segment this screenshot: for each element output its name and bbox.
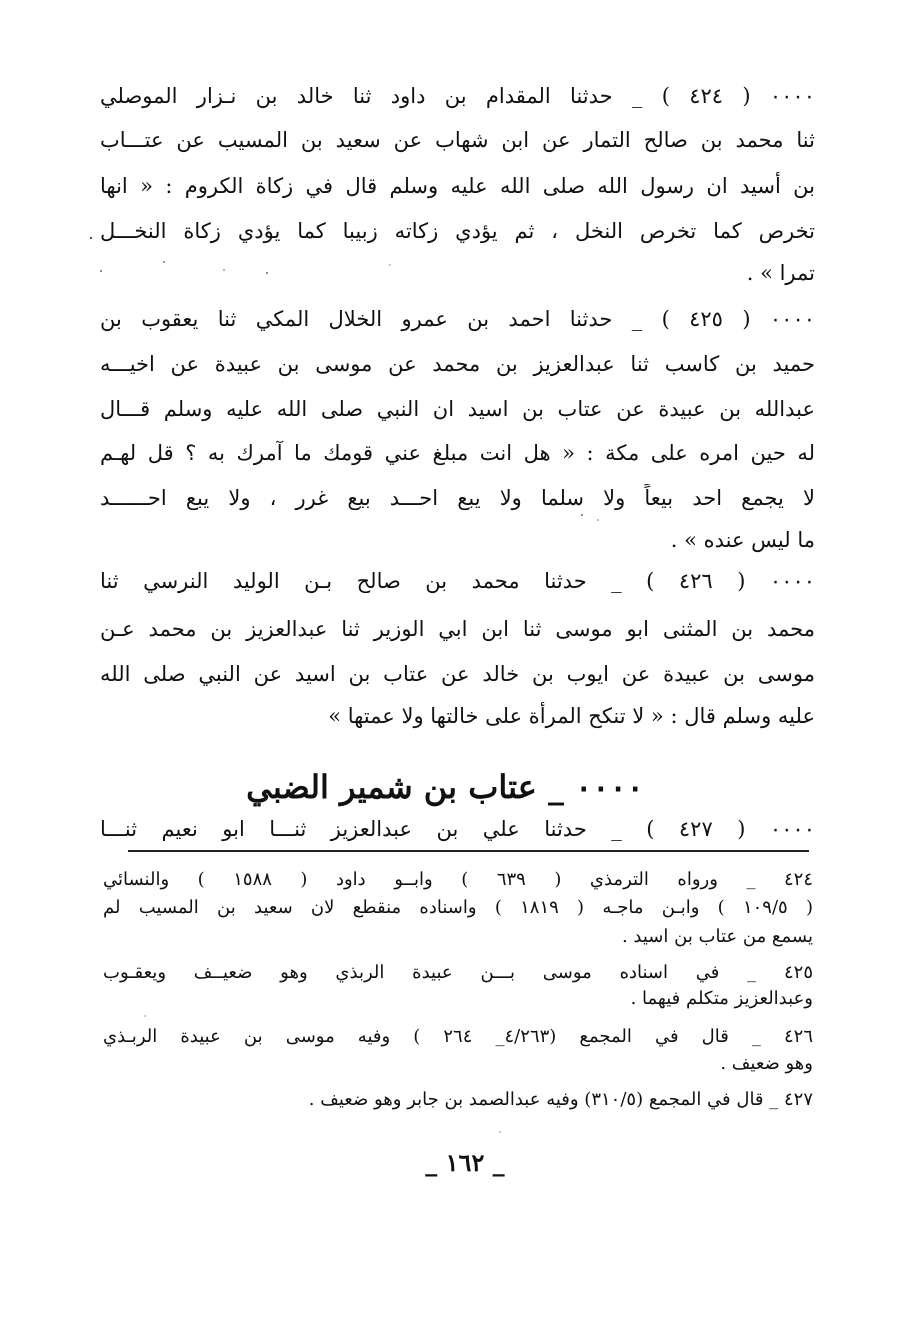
hadith-424-line-5: تمرا » . xyxy=(746,261,815,285)
page-number: _ ١٦٢ _ xyxy=(425,1148,505,1177)
footnote-424-line-1: ٤٢٤ _ ورواه الترمذي ( ٦٣٩ ) وابــو داود ( ١٥٨٨ ) والنسائي xyxy=(103,869,813,890)
hadith-426-line-2: محمد بن المثنى ابو موسى ثنا ابن ابي الوزير ثنا عبدالعزيز بن محمد عـن xyxy=(100,617,815,641)
hadith-424-line-2: ثنا محمد بن صالح التمار عن ابن شهاب عن سعيد بن المسيب عن عتـــاب xyxy=(100,128,815,152)
hadith-425-line-6: ما ليس عنده » . xyxy=(670,528,815,552)
hadith-427-line-1: ٠٠٠٠ ( ٤٢٧ ) _ حدثنا علي بن عبدالعزيز ثنـــا ابو نعيم ثنـــا xyxy=(100,817,815,841)
footnote-424-line-3: يسمع من عتاب بن اسيد . xyxy=(621,926,813,947)
hadith-426-line-3: موسى بن عبيدة عن ايوب بن خالد عن عتاب بن اسيد عن النبي صلى الله xyxy=(100,662,815,686)
hadith-424-line-1: ٠٠٠٠ ( ٤٢٤ ) _ حدثنا المقدام بن داود ثنا خالد بن نـزار الموصلي xyxy=(100,84,815,108)
hadith-425-line-3: عبدالله بن عبيدة عن عتاب بن اسيد ان النبي صلى الله عليه وسلم قـــال xyxy=(100,397,815,421)
hadith-426-line-1: ٠٠٠٠ ( ٤٢٦ ) _ حدثنا محمد بن صالح بـن الوليد النرسي ثنا xyxy=(100,569,815,593)
hadith-424-line-3: بن أسيد ان رسول الله صلى الله عليه وسلم قال في زكاة الكروم : « انها xyxy=(100,174,815,198)
footnote-424-line-2: ( ١٠٩/٥ ) وابـن ماجـه ( ١٨١٩ ) واسناده منقطع لان سعيد بن المسيب لم xyxy=(103,897,813,918)
footnote-separator-rule xyxy=(128,850,809,852)
hadith-425-line-2: حميد بن كاسب ثنا عبدالعزيز بن محمد عن موسى بن عبيدة عن اخيـــه xyxy=(100,352,815,376)
hadith-424-line-4: تخرص كما تخرص النخل ، ثم يؤدي زكاته زبيبا كما يؤدي زكاة النخـــل xyxy=(100,219,815,243)
hadith-425-line-1: ٠٠٠٠ ( ٤٢٥ ) _ حدثنا احمد بن عمرو الخلال المكي ثنا يعقوب بن xyxy=(100,307,815,331)
footnote-425-line-2: وعبدالعزيز متكلم فيهما . xyxy=(630,988,813,1009)
hadith-426-line-4: عليه وسلم قال : « لا تنكح المرأة على خالتها ولا عمتها » xyxy=(328,704,815,728)
hadith-425-line-4: له حين امره على مكة : « هل انت مبلغ عني قومك ما آمرك به ؟ قل لهـم xyxy=(100,441,815,465)
footnote-426-line-1: ٤٢٦ _ قال في المجمع (٤/٢٦٣_ ٢٦٤ ) وفيه موسى بن عبيدة الربـذي xyxy=(103,1026,813,1047)
footnote-425-line-1: ٤٢٥ _ في اسناده موسى بـــن عبيدة الربذي وهو ضعيــف ويعقـوب xyxy=(103,962,813,983)
footnote-427-line-1: ٤٢٧ _ قال في المجمع (٣١٠/٥) وفيه عبدالصمد بن جابر وهو ضعيف . xyxy=(308,1089,813,1110)
footnote-426-line-2: وهو ضعيف . xyxy=(720,1053,813,1074)
section-heading: ٠٠٠٠ _ عتاب بن شمير الضبي xyxy=(246,768,644,806)
hadith-425-line-5: لا يجمع احد بيعاً ولا سلما ولا يبع احـــد بيع غرر ، ولا يبع احــــــد xyxy=(100,486,815,510)
